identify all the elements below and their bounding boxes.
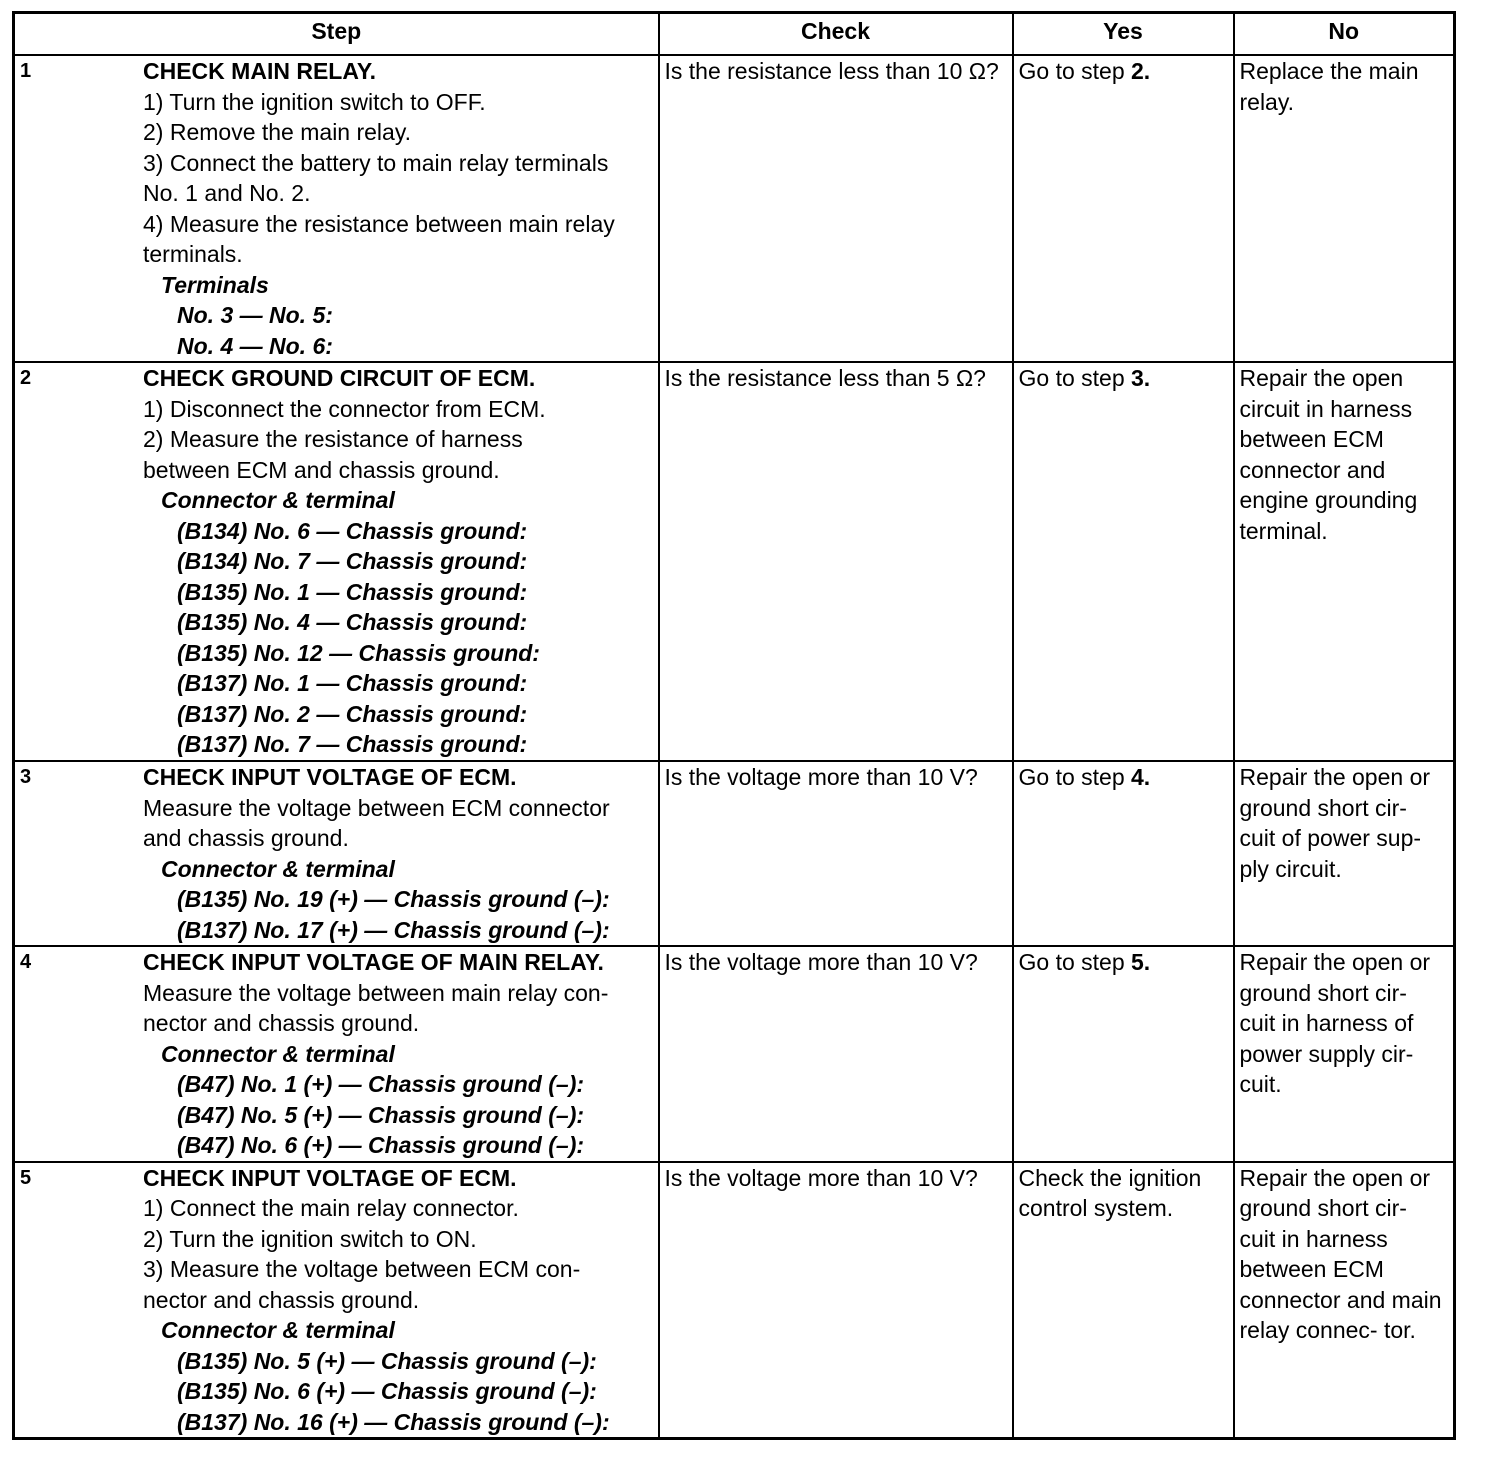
spec-item: (B135) No. 12 — Chassis ground: xyxy=(177,639,540,666)
step-instruction-line: No. 1 and No. 2. xyxy=(143,180,311,206)
header-yes: Yes xyxy=(1013,13,1234,56)
spec-item: (B137) No. 2 — Chassis ground: xyxy=(177,700,528,727)
check-cell: Is the voltage more than 10 V? xyxy=(659,761,1013,946)
step-number: 4 xyxy=(20,951,32,973)
yes-cell xyxy=(1013,946,1234,1162)
spec-item: (B135) No. 5 (+) — Chassis ground (–): xyxy=(177,1347,597,1374)
spec-heading: Terminals xyxy=(161,271,269,298)
spec-item: (B47) No. 6 (+) — Chassis ground (–): xyxy=(177,1132,585,1158)
step-number: 5 xyxy=(20,1166,32,1189)
step-instruction-line: 1) Connect the main relay connector. xyxy=(143,1195,519,1221)
step-cell xyxy=(14,1162,659,1439)
yes-cell xyxy=(1013,55,1234,362)
yes-text: Go to step xyxy=(1018,764,1132,790)
step-instruction-line: 3) Measure the voltage between ECM con- xyxy=(143,1256,581,1282)
step-cell xyxy=(14,761,659,946)
yes-text: Go to step xyxy=(1018,365,1132,391)
spec-item: (B137) No. 16 (+) — Chassis ground (–): xyxy=(177,1408,610,1435)
spec-item: (B134) No. 6 — Chassis ground: xyxy=(177,517,528,544)
step-instruction-line: terminals. xyxy=(143,241,243,267)
spec-item: (B135) No. 6 (+) — Chassis ground (–): xyxy=(177,1378,597,1404)
no-cell: Repair the open or ground short cir- cuit in harness between ECM connector and main relay connec- tor. xyxy=(1234,1162,1455,1439)
no-cell: Repair the open circuit in harness between ECM connector and engine grounding terminal. xyxy=(1234,362,1455,761)
table-row xyxy=(14,55,1455,362)
step-instruction-line: 2) Measure the resistance of harness xyxy=(143,426,523,452)
spec-item: (B47) No. 5 (+) — Chassis ground (–): xyxy=(177,1101,585,1128)
step-cell xyxy=(14,362,659,761)
header-row xyxy=(14,13,1455,56)
step-instruction-line: 2) Turn the ignition switch to ON. xyxy=(143,1225,477,1252)
yes-cell xyxy=(1013,362,1234,761)
step-cell xyxy=(14,946,659,1162)
yes-text: Go to step xyxy=(1018,949,1132,975)
header-no: No xyxy=(1234,13,1455,56)
step-title: CHECK INPUT VOLTAGE OF MAIN RELAY. xyxy=(143,949,604,975)
step-title: CHECK MAIN RELAY. xyxy=(143,58,377,84)
spec-item: No. 4 — No. 6: xyxy=(177,332,333,359)
yes-text: Go to step xyxy=(1018,58,1132,84)
step-body xyxy=(143,947,653,1161)
step-instruction-line: nector and chassis ground. xyxy=(143,1286,420,1313)
spec-item: (B137) No. 1 — Chassis ground: xyxy=(177,670,528,696)
no-cell: Replace the main relay. xyxy=(1234,55,1455,362)
yes-step-ref: 2. xyxy=(1131,58,1151,84)
diagnostic-table xyxy=(12,11,1456,1440)
step-instruction-line: and chassis ground. xyxy=(143,825,349,851)
check-cell: Is the resistance less than 10 Ω? xyxy=(659,55,1013,362)
spec-item: (B137) No. 7 — Chassis ground: xyxy=(177,731,528,757)
yes-cell xyxy=(1013,1162,1234,1439)
spec-item: (B135) No. 4 — Chassis ground: xyxy=(177,609,528,635)
yes-cell xyxy=(1013,761,1234,946)
step-instruction-line: Measure the voltage between main relay con- xyxy=(143,979,609,1006)
step-instruction-line: 3) Connect the battery to main relay terminals xyxy=(143,149,609,176)
step-number: 1 xyxy=(20,60,32,82)
step-number: 3 xyxy=(20,766,32,788)
spec-heading: Connector & terminal xyxy=(161,855,395,882)
yes-text: Check the ignition control system. xyxy=(1018,1164,1202,1221)
yes-step-ref: 4. xyxy=(1131,764,1151,790)
table-row xyxy=(14,761,1455,946)
header-step: Step xyxy=(14,13,659,56)
step-body xyxy=(143,762,653,945)
step-instruction-line: Measure the voltage between ECM connector xyxy=(143,794,610,821)
step-body xyxy=(143,363,653,760)
step-number: 2 xyxy=(20,367,32,389)
spec-item: (B134) No. 7 — Chassis ground: xyxy=(177,548,528,574)
spec-item: (B135) No. 19 (+) — Chassis ground (–): xyxy=(177,886,610,912)
step-instruction-line: between ECM and chassis ground. xyxy=(143,456,500,483)
yes-step-ref: 5. xyxy=(1131,949,1151,975)
step-title: CHECK INPUT VOLTAGE OF ECM. xyxy=(143,764,517,790)
spec-item: (B137) No. 17 (+) — Chassis ground (–): xyxy=(177,916,610,943)
step-title: CHECK GROUND CIRCUIT OF ECM. xyxy=(143,365,536,391)
step-body xyxy=(143,56,653,361)
header-check: Check xyxy=(659,13,1013,56)
table-row xyxy=(14,362,1455,761)
step-cell xyxy=(14,55,659,362)
check-cell: Is the voltage more than 10 V? xyxy=(659,946,1013,1162)
table-row xyxy=(14,946,1455,1162)
step-instruction-line: 4) Measure the resistance between main relay xyxy=(143,210,615,237)
no-cell: Repair the open or ground short cir- cuit of power sup- ply circuit. xyxy=(1234,761,1455,946)
spec-item: (B135) No. 1 — Chassis ground: xyxy=(177,578,528,605)
check-cell: Is the voltage more than 10 V? xyxy=(659,1162,1013,1439)
table-body xyxy=(14,55,1455,1439)
spec-heading: Connector & terminal xyxy=(161,487,395,513)
spec-item: (B47) No. 1 (+) — Chassis ground (–): xyxy=(177,1071,585,1097)
check-cell: Is the resistance less than 5 Ω? xyxy=(659,362,1013,761)
spec-heading: Connector & terminal xyxy=(161,1317,395,1343)
step-instruction-line: 2) Remove the main relay. xyxy=(143,119,412,145)
step-instruction-line: 1) Turn the ignition switch to OFF. xyxy=(143,88,486,115)
no-cell: Repair the open or ground short cir- cuit in harness of power supply cir- cuit. xyxy=(1234,946,1455,1162)
table-row xyxy=(14,1162,1455,1439)
step-instruction-line: 1) Disconnect the connector from ECM. xyxy=(143,395,546,422)
step-instruction-line: nector and chassis ground. xyxy=(143,1010,420,1036)
step-title: CHECK INPUT VOLTAGE OF ECM. xyxy=(143,1164,517,1191)
step-body xyxy=(143,1163,653,1438)
spec-item: No. 3 — No. 5: xyxy=(177,302,333,328)
spec-heading: Connector & terminal xyxy=(161,1040,395,1067)
yes-step-ref: 3. xyxy=(1131,365,1151,391)
